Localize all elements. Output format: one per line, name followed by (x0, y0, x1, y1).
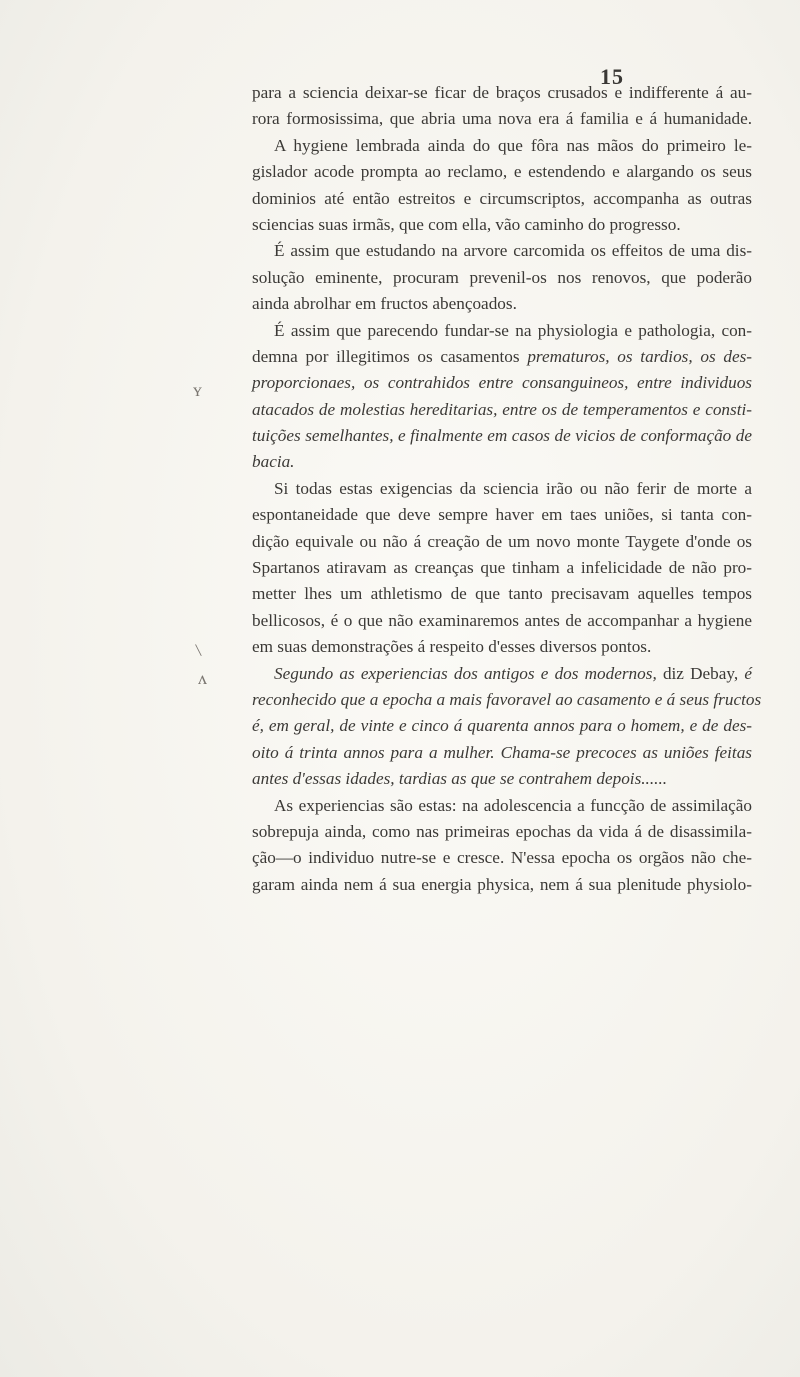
text-line (252, 106, 752, 132)
text-line (252, 502, 752, 528)
text-run: Si todas estas exigencias da sciencia irão ou não ferir de morte a (274, 478, 752, 498)
italic-text: antes d'essas idades, tardias as que se contrahem depois...... (252, 769, 668, 789)
page-number: 15 (600, 64, 624, 89)
text-run: solução eminente, procuram prevenil-os nos renovos, que poderão (252, 267, 752, 287)
text-line (252, 318, 752, 344)
italic-text: tuições semelhantes, e finalmente em casos de vicios de conformação de (252, 426, 752, 446)
margin-pencil-mark: ʌ (198, 668, 207, 688)
italic-text: bacia. (252, 452, 295, 472)
text-line (252, 555, 752, 581)
text-run: dominios até então estreitos e circumscriptos, accompanha as outras (252, 188, 752, 208)
text-line (252, 449, 752, 475)
text-line (252, 291, 752, 317)
text-line (252, 687, 762, 713)
text-line (252, 608, 752, 634)
text-line (252, 265, 752, 291)
text-line (252, 529, 752, 555)
text-run: dição equivale ou não á creação de um novo monte Taygete d'onde os (252, 531, 752, 551)
text-run: em suas demonstrações á respeito d'esses diversos pontos. (252, 637, 652, 657)
text-run: ainda abrolhar em fructos abençoados. (252, 294, 517, 314)
text-line (252, 423, 752, 449)
text-line (252, 845, 752, 871)
text-line (252, 872, 752, 898)
text-run: rora formosissima, que abria uma nova era á familia e á humanidade. (252, 109, 752, 129)
italic-text: prematuros, os tardios, os des- (527, 346, 752, 366)
text-line (252, 713, 752, 739)
text-line (252, 159, 752, 185)
body-text (252, 80, 762, 898)
text-line (252, 581, 752, 607)
text-run: É assim que parecendo fundar-se na physiologia e pathologia, con- (274, 320, 752, 340)
text-run: espontaneidade que deve sempre haver em taes uniões, si tanta con- (252, 505, 752, 525)
text-line (252, 133, 752, 159)
margin-pencil-mark: ʏ (193, 380, 202, 400)
text-line (252, 238, 752, 264)
text-run: ção—o individuo nutre-se e cresce. N'essa epocha os orgãos não che- (252, 848, 752, 868)
italic-text: oito á trinta annos para a mulher. Chama-se precoces as uniões feitas (252, 742, 752, 762)
text-line (252, 370, 752, 396)
text-line (252, 397, 752, 423)
italic-text: proporcionaes, os contrahidos entre consanguineos, entre individuos (252, 373, 752, 393)
italic-text: atacados de molestias hereditarias, entre os de temperamentos e consti- (252, 399, 752, 419)
text-line (252, 661, 752, 687)
italic-text: reconhecido que a epocha a mais favoravel ao casamento e á seus fructos (252, 689, 762, 709)
text-line (252, 766, 752, 792)
text-run: sciencias suas irmãs, que com ella, vão caminho do progresso. (252, 214, 681, 234)
text-run: demna por illegitimos os casamentos (252, 346, 528, 366)
margin-pencil-mark: \ (194, 639, 203, 661)
text-run: É assim que estudando na arvore carcomida os effeitos de uma dis- (274, 241, 752, 261)
text-line (252, 476, 752, 502)
text-line (252, 80, 752, 106)
text-line (252, 793, 752, 819)
text-line (252, 819, 752, 845)
text-run: bellicosos, é o que não examinaremos antes de accompanhar a hygiene (252, 610, 752, 630)
text-run: diz Debay, (656, 663, 745, 683)
italic-text: é (744, 663, 752, 683)
text-line (252, 186, 752, 212)
text-run: A hygiene lembrada ainda do que fôra nas mãos do primeiro le- (274, 135, 752, 155)
text-line (252, 740, 752, 766)
text-run: Spartanos atiravam as creanças que tinham a infelicidade de não pro- (252, 558, 752, 578)
text-line (252, 634, 752, 660)
italic-text: é, em geral, de vinte e cinco á quarenta annos para o homem, e de des- (252, 716, 752, 736)
text-run: sobrepuja ainda, como nas primeiras epochas da vida á de disassimila- (252, 821, 752, 841)
text-run: gislador acode prompta ao reclamo, e estendendo e alargando os seus (252, 162, 752, 182)
text-line (252, 212, 752, 238)
text-run: para a sciencia deixar-se ficar de braços crusados e indifferente á au- (252, 83, 752, 102)
text-run: As experiencias são estas: na adolescencia a funcção de assimilação (274, 795, 752, 815)
text-run: metter lhes um athletismo de que tanto precisavam aquelles tempos (252, 584, 752, 604)
text-run: garam ainda nem á sua energia physica, nem á sua plenitude physiolo- (252, 874, 752, 894)
italic-text: Segundo as experiencias dos antigos e dos modernos, (274, 663, 657, 683)
text-line (252, 344, 752, 370)
